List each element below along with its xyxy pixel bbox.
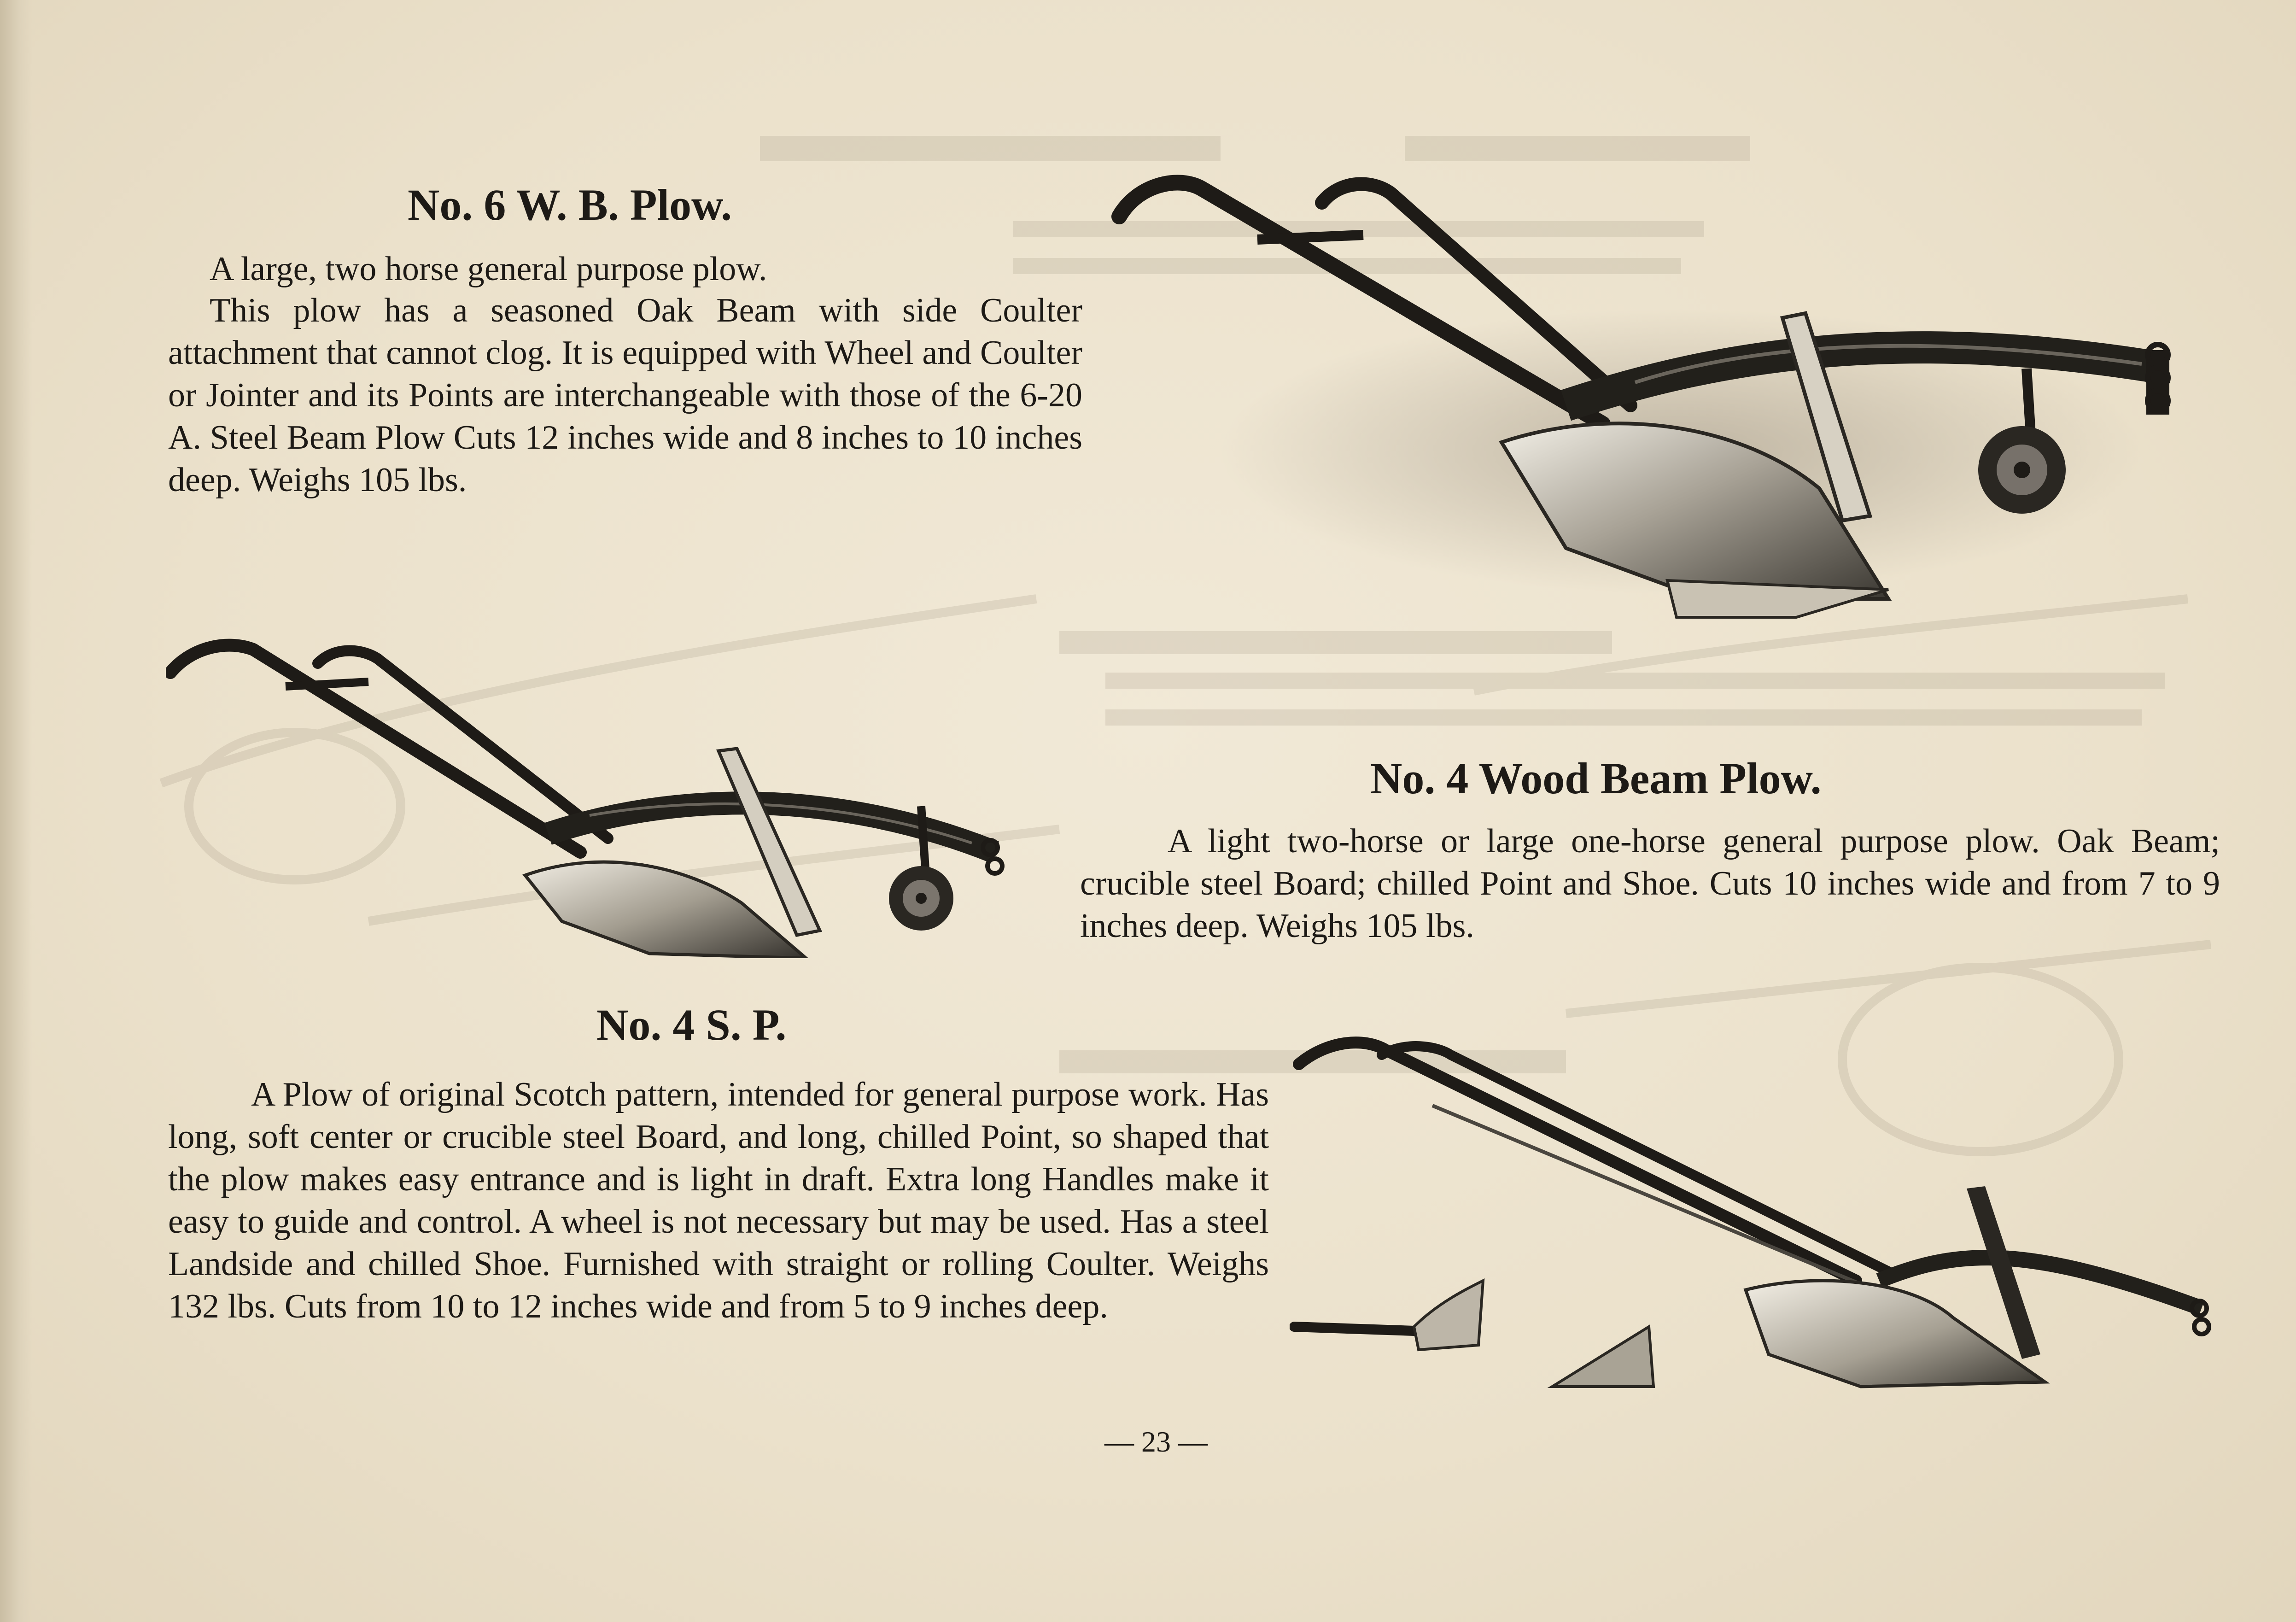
section-intro-no6-wb-plow: A large, two horse general purpose plow.: [210, 250, 767, 288]
section-body-no4-wood-beam-plow: A light two-horse or large one-horse general purpose plow. Oak Beam; crucible steel Board; chilled Point and Shoe. Cuts 10 inches wide and from 7 to 9 inches deep. Weighs 105 lbs.: [1080, 822, 2220, 945]
page-number: — 23 —: [1104, 1425, 1208, 1458]
section-body-no4-sp: A Plow of original Scotch pattern, intended for general purpose work. Has long, soft center or crucible steel Board, and long, chilled Point, so shaped that the plow makes easy entrance and is light in draft. Extra long Handles make it easy to guide and control. A wheel is not necessary but may be used. Has a steel Landside and chilled Shoe. Furnished with straight or rolling Coulter. Weighs 132 lbs. Cuts from 10 to 12 inches wide and from 5 to 9 inches deep.: [168, 1076, 1269, 1325]
plow-illustration-no6-wb: [1105, 166, 2211, 627]
section-body-no6-wb-plow: This plow has a seasoned Oak Beam with side Coulter attachment that cannot clog. It is equipped with Wheel and Coulter or Jointer and its Points are interchangeable with those of the 6-20 A. Steel Beam Plow Cuts 12 inches wide and 8 inches to 10 inches deep. Weighs 105 lbs.: [168, 292, 1082, 499]
section-title-no6-wb-plow: No. 6 W. B. Plow.: [408, 180, 732, 229]
plow-illustration-no4-sp: [1290, 1032, 2211, 1400]
section-title-no4-wood-beam-plow: No. 4 Wood Beam Plow.: [1370, 754, 1822, 803]
section-title-no4-sp: No. 4 S. P.: [596, 1000, 787, 1049]
plow-illustration-no4-wood-beam: [166, 636, 1022, 958]
